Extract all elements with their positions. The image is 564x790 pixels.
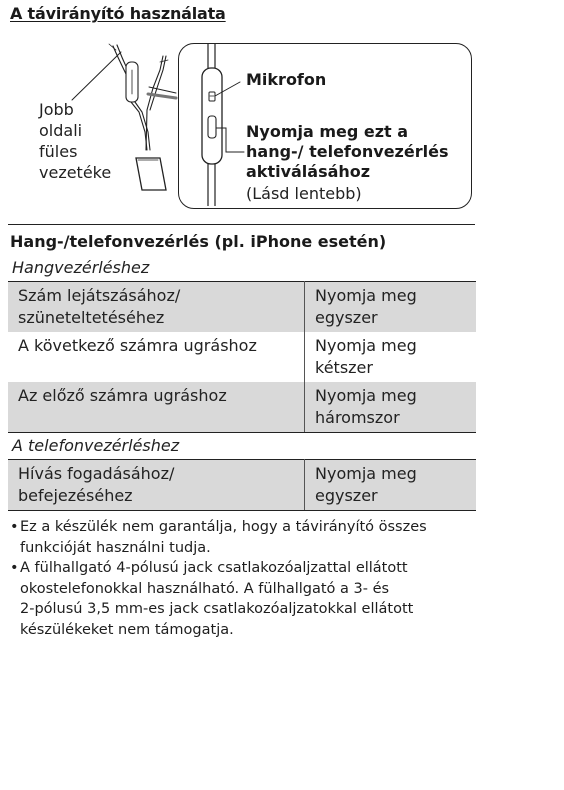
right-earbud-cable-label <box>39 99 111 183</box>
cable-right <box>147 56 163 110</box>
table-cell-action <box>8 460 305 511</box>
press-label-line: hang-/ telefonvezérlés <box>246 142 449 161</box>
audio-subheading: Hangvezérléshez <box>12 258 150 277</box>
press-label <box>246 122 470 182</box>
press-label-line: aktiválásához <box>246 162 371 181</box>
see-below-label: (Lásd lentebb) <box>246 184 362 203</box>
audio-control-table <box>8 281 476 433</box>
device-plug <box>136 158 166 190</box>
cell-line: egyszer <box>315 308 378 327</box>
note-item <box>10 517 480 558</box>
note-line: készülékeket nem támogatja. <box>20 621 234 638</box>
cell-line: Az előző számra ugráshoz <box>18 386 227 405</box>
note-line: Ez a készülék nem garantálja, hogy a távirányító összes <box>20 519 427 535</box>
cell-line: szüneteltetéséhez <box>18 308 165 327</box>
table-cell-press <box>305 460 477 511</box>
table-row <box>8 382 476 433</box>
notes-list <box>10 517 480 640</box>
table-row <box>8 282 476 333</box>
table-cell-action <box>8 332 305 382</box>
press-label-line: Nyomja meg ezt a <box>246 122 409 141</box>
cell-line: Szám lejátszásához/ <box>18 286 181 305</box>
left-label-line: oldali <box>39 121 83 140</box>
table-cell-press <box>305 382 477 433</box>
left-label-line: vezetéke <box>39 163 112 182</box>
enlarged-remote-illustration <box>190 44 250 206</box>
bullet: • <box>10 560 19 576</box>
cell-line: befejezéséhez <box>18 486 133 505</box>
section-title: Hang-/telefonvezérlés (pl. iPhone esetén) <box>10 232 387 251</box>
cell-line: Nyomja meg <box>315 286 417 305</box>
cell-line: A következő számra ugráshoz <box>18 336 257 355</box>
left-label-pointer <box>72 52 121 100</box>
note-item <box>10 558 480 640</box>
cell-line: egyszer <box>315 486 378 505</box>
note-line: okostelefonokkal használható. A fülhallgató a 3- és <box>20 580 390 597</box>
phone-subheading: A telefonvezérléshez <box>12 436 180 455</box>
cell-line: Nyomja meg <box>315 464 417 483</box>
table-row <box>8 460 476 511</box>
note-line: 2-pólusú 3,5 mm-es jack csatlakozóaljzatokkal ellátott <box>20 601 414 617</box>
table-row <box>8 332 476 382</box>
cell-line: Nyomja meg <box>315 336 417 355</box>
page-title: A távirányító használata <box>10 4 226 23</box>
cell-line: kétszer <box>315 358 373 377</box>
cell-line: háromszor <box>315 408 400 427</box>
note-line: A fülhallgató 4-pólusú jack csatlakozóaljzattal ellátott <box>20 560 408 576</box>
cell-line: Hívás fogadásához/ <box>18 464 175 483</box>
table-cell-press <box>305 282 477 333</box>
section-divider <box>8 224 475 225</box>
bullet: • <box>10 519 19 535</box>
cable-left-lower <box>131 102 147 150</box>
left-label-line: füles <box>39 142 78 161</box>
cell-line: Nyomja meg <box>315 386 417 405</box>
left-label-line: Jobb <box>39 100 74 119</box>
table-cell-press <box>305 332 477 382</box>
table-cell-action <box>8 382 305 433</box>
phone-control-table <box>8 459 476 511</box>
mic-label: Mikrofon <box>246 70 327 89</box>
note-line: funkcióját használni tudja. <box>20 539 211 556</box>
callout-pointer <box>148 94 176 98</box>
table-cell-action <box>8 282 305 333</box>
